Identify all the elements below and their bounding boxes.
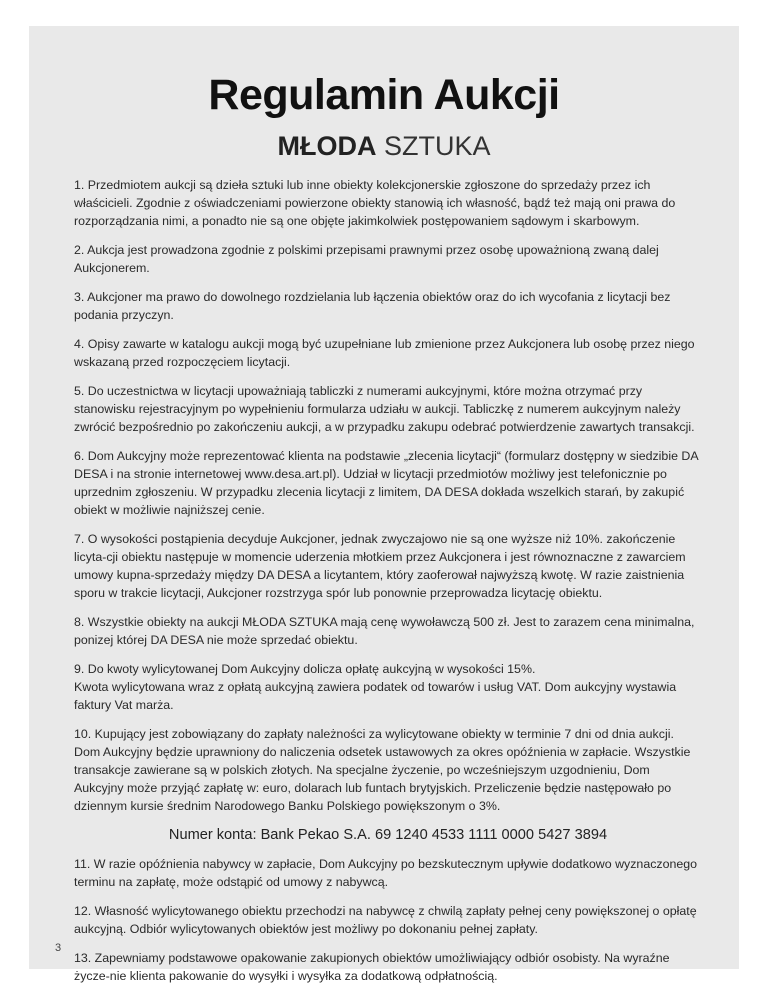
- rule-5: 5. Do uczestnictwa w licytacji upoważniają tabliczki z numerami aukcyjnymi, które można otrzymać przy stanowisku rejestracyjnym po wypełnieniu formularza udziału w aukcji. Tabliczkę z numerem aukcyjnym należy zwrócić bezpośrednio po zakończeniu aukcji, a w przypadku zakupu odebrać potwierdzenie zawartych transakcji.: [74, 384, 695, 434]
- rule-6: 6. Dom Aukcyjny może reprezentować klienta na podstawie „zlecenia licytacji“ (formularz dostępny w siedzibie DA DESA i na stronie internetowej www.desa.art.pl). Udział w licytacji przedmiotów możliwy jest telefonicznie po uprzednim zgłoszeniu. W przypadku zlecenia licytacji z limitem, DA DESA dokłada wszelkich starań, by zakupić obiekt w możliwie najniższej cenie.: [74, 449, 698, 517]
- rule-10: 10. Kupujący jest zobowiązany do zapłaty należności za wylicytowane obiekty w terminie 7 dni od dnia aukcji. Dom Aukcyjny będzie uprawniony do naliczenia odsetek ustawowych za okres opóźnienia w zapłacie. Wszystkie transakcje zawierane są w polskich złotych. Na specjalne życzenie, po wcześniejszym uzgodnieniu, Dom Aukcyjny może przyjąć zapłatę w: euro, dolarach lub funtach brytyjskich. Przeliczenie będzie następowało po dziennym kursie średnim Narodowego Banku Polskiego powiększonym o 3%.: [74, 727, 691, 813]
- rule-7: 7. O wysokości postąpienia decyduje Aukcjoner, jednak zwyczajowo nie są one wyższe niż 10%. zakończenie licyta-cji obiektu następuje w momencie uderzenia młotkiem przez Aukcjonera i jest równoznaczne z zawarciem umowy kupna-sprzedaży między DA DESA a licytantem, który zaoferował najwyższą kwotę. W razie zaistnienia sporu w trakcie licytacji, Aukcjoner rozstrzyga spór lub ponownie przeprowadza licytację obiektu.: [74, 532, 686, 600]
- subtitle-light: SZTUKA: [383, 131, 491, 161]
- rule-2: 2. Aukcja jest prowadzona zgodnie z polskimi przepisami prawnymi przez osobę upoważnioną zwaną dalej Aukcjonerem.: [74, 243, 659, 275]
- rule-9-line-2: Kwota wylicytowana wraz z opłatą aukcyjną zawiera podatek od towarów i usług VAT. Dom aukcyjny wystawia faktury Vat marża.: [74, 680, 677, 712]
- page-title: Regulamin Aukcji: [208, 71, 560, 119]
- rule-1: 1. Przedmiotem aukcji są dzieła sztuki lub inne obiekty kolekcjonerskie zgłoszone do sprzedaży przez ich właścicieli. Zgodnie z oświadczeniami powierzone obiekty stanowią ich własność, bądź też mają oni prawa do rozporządzania nimi, a ponadto nie są one objęte jakimkolwiek postępowaniem sądowym i skarbowym.: [74, 178, 676, 228]
- rule-3: 3. Aukcjoner ma prawo do dowolnego rozdzielania lub łączenia obiektów oraz do ich wycofania z licytacji bez podania przyczyn.: [74, 290, 671, 322]
- page-number: 3: [55, 942, 62, 954]
- rule-8: 8. Wszystkie obiekty na aukcji MŁODA SZTUKA mają cenę wywoławczą 500 zł. Jest to zarazem cena minimalna, ponizej której DA DESA nie może sprzedać obiektu.: [74, 615, 695, 647]
- rules-body: [74, 176, 702, 996]
- document-page: [29, 26, 739, 983]
- bank-account: Numer konta: Bank Pekao S.A. 69 1240 4533 1111 0000 5427 3894: [168, 827, 608, 843]
- subtitle-bold: MŁODA: [277, 131, 377, 161]
- rule-12: 12. Własność wylicytowanego obiektu przechodzi na nabywcę z chwilą zapłaty pełnej ceny powiększonej o opłatę aukcyjną. Odbiór wylicytowanych obiektów jest możliwy po dokonaniu pełnej zapłaty.: [74, 904, 697, 936]
- rule-11: 11. W razie opóźnienia nabywcy w zapłacie, Dom Aukcyjny po bezskutecznym upływie dodatkowo wyznaczonego terminu na zapłatę, może odstąpić od umowy z nabywcą.: [74, 857, 698, 889]
- rule-13: 13. Zapewniamy podstawowe opakowanie zakupionych obiektów umożliwiający odbiór osobisty. Na wyraźne życze-nie klienta pakowanie do wysyłki i wysyłka za dodatkową odpłatnością.: [74, 951, 670, 983]
- rule-4: 4. Opisy zawarte w katalogu aukcji mogą być uzupełniane lub zmienione przez Aukcjonera lub osobę przez niego wskazaną przed rozpoczęciem licytacji.: [74, 337, 695, 369]
- rule-9-line-1: 9. Do kwoty wylicytowanej Dom Aukcyjny dolicza opłatę aukcyjną w wysokości 15%.: [74, 662, 536, 676]
- page-subtitle: [29, 131, 739, 162]
